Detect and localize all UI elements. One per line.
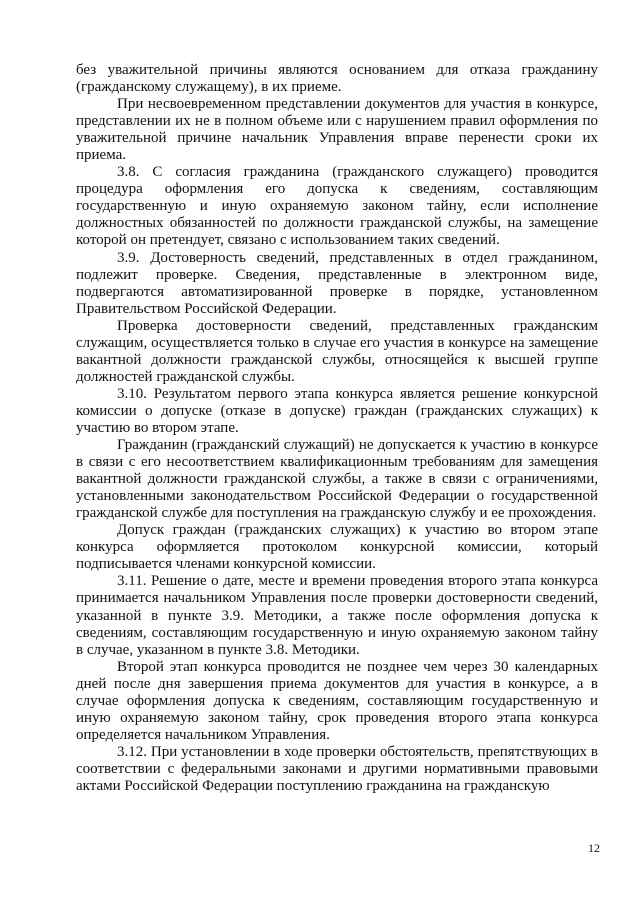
- paragraph-3-12: 3.12. При установлении в ходе проверки обстоятельств, препятствующих в соответствии с федеральными законами и другими нормативными правовыми актами Российской Федерации поступлению гражданина на гражданскую: [76, 743, 598, 794]
- paragraph-3-11: 3.11. Решение о дате, месте и времени проведения второго этапа конкурса принимается начальником Управления после проверки достоверности сведений, указанной в пункте 3.9. Методики, а также после оформления допуска к сведениям, составляющим государственную и иную охраняемую законом тайну в случае, указанном в пункте 3.8. Методики.: [76, 573, 598, 658]
- paragraph-admission-protocol: Допуск граждан (гражданских служащих) к участию во втором этапе конкурса оформляется протоколом конкурсной комиссии, который подписывается членами конкурсной комиссии.: [76, 522, 598, 573]
- paragraph-3-10: 3.10. Результатом первого этапа конкурса является решение конкурсной комиссии о допуске (отказе в допуске) граждан (гражданских служащих) к участию во втором этапе.: [76, 385, 598, 436]
- paragraph-second-stage: Второй этап конкурса проводится не позднее чем через 30 календарных дней после дня завершения приема документов для участия в конкурсе, а в случае оформления допуска к сведениям, составляющим государственную и иную охраняемую законом тайну, срок проведения второго этапа конкурса определяется начальником Управления.: [76, 658, 598, 743]
- paragraph-3-8: 3.8. С согласия гражданина (гражданского служащего) проводится процедура оформления его допуска к сведениям, составляющим государственную и иную охраняемую законом тайну, если исполнение должностных обязанностей по должности гражданской службы, на замещение которой он претендует, связано с использованием таких сведений.: [76, 164, 598, 249]
- paragraph-not-admitted: Гражданин (гражданский служащий) не допускается к участию в конкурсе в связи с его несоответствием квалификационным требованиям для замещения вакантной должности гражданской службы, а также в связи с ограничениями, установленными законодательством Российской Федерации о государственной гражданской службе для поступления на гражданскую службу и ее прохождения.: [76, 437, 598, 522]
- page-number: 12: [588, 841, 600, 855]
- paragraph-verification: Проверка достоверности сведений, представленных гражданским служащим, осуществляется только в случае его участия в конкурсе на замещение вакантной должности гражданской службы, относящейся к высшей группе должностей гражданской службы.: [76, 317, 598, 385]
- paragraph-continuation: без уважительной причины являются основанием для отказа гражданину (гражданскому служащему), в их приеме.: [76, 62, 598, 96]
- document-page: [76, 62, 598, 795]
- paragraph-late-submission: При несвоевременном представлении документов для участия в конкурсе, представлении их не в полном объеме или с нарушением правил оформления по уважительной причине начальник Управления вправе перенести сроки их приема.: [76, 96, 598, 164]
- paragraph-3-9: 3.9. Достоверность сведений, представленных в отдел гражданином, подлежит проверке. Сведения, представленные в электронном виде, подвергаются автоматизированной проверке в порядке, установленном Правительством Российской Федерации.: [76, 249, 598, 317]
